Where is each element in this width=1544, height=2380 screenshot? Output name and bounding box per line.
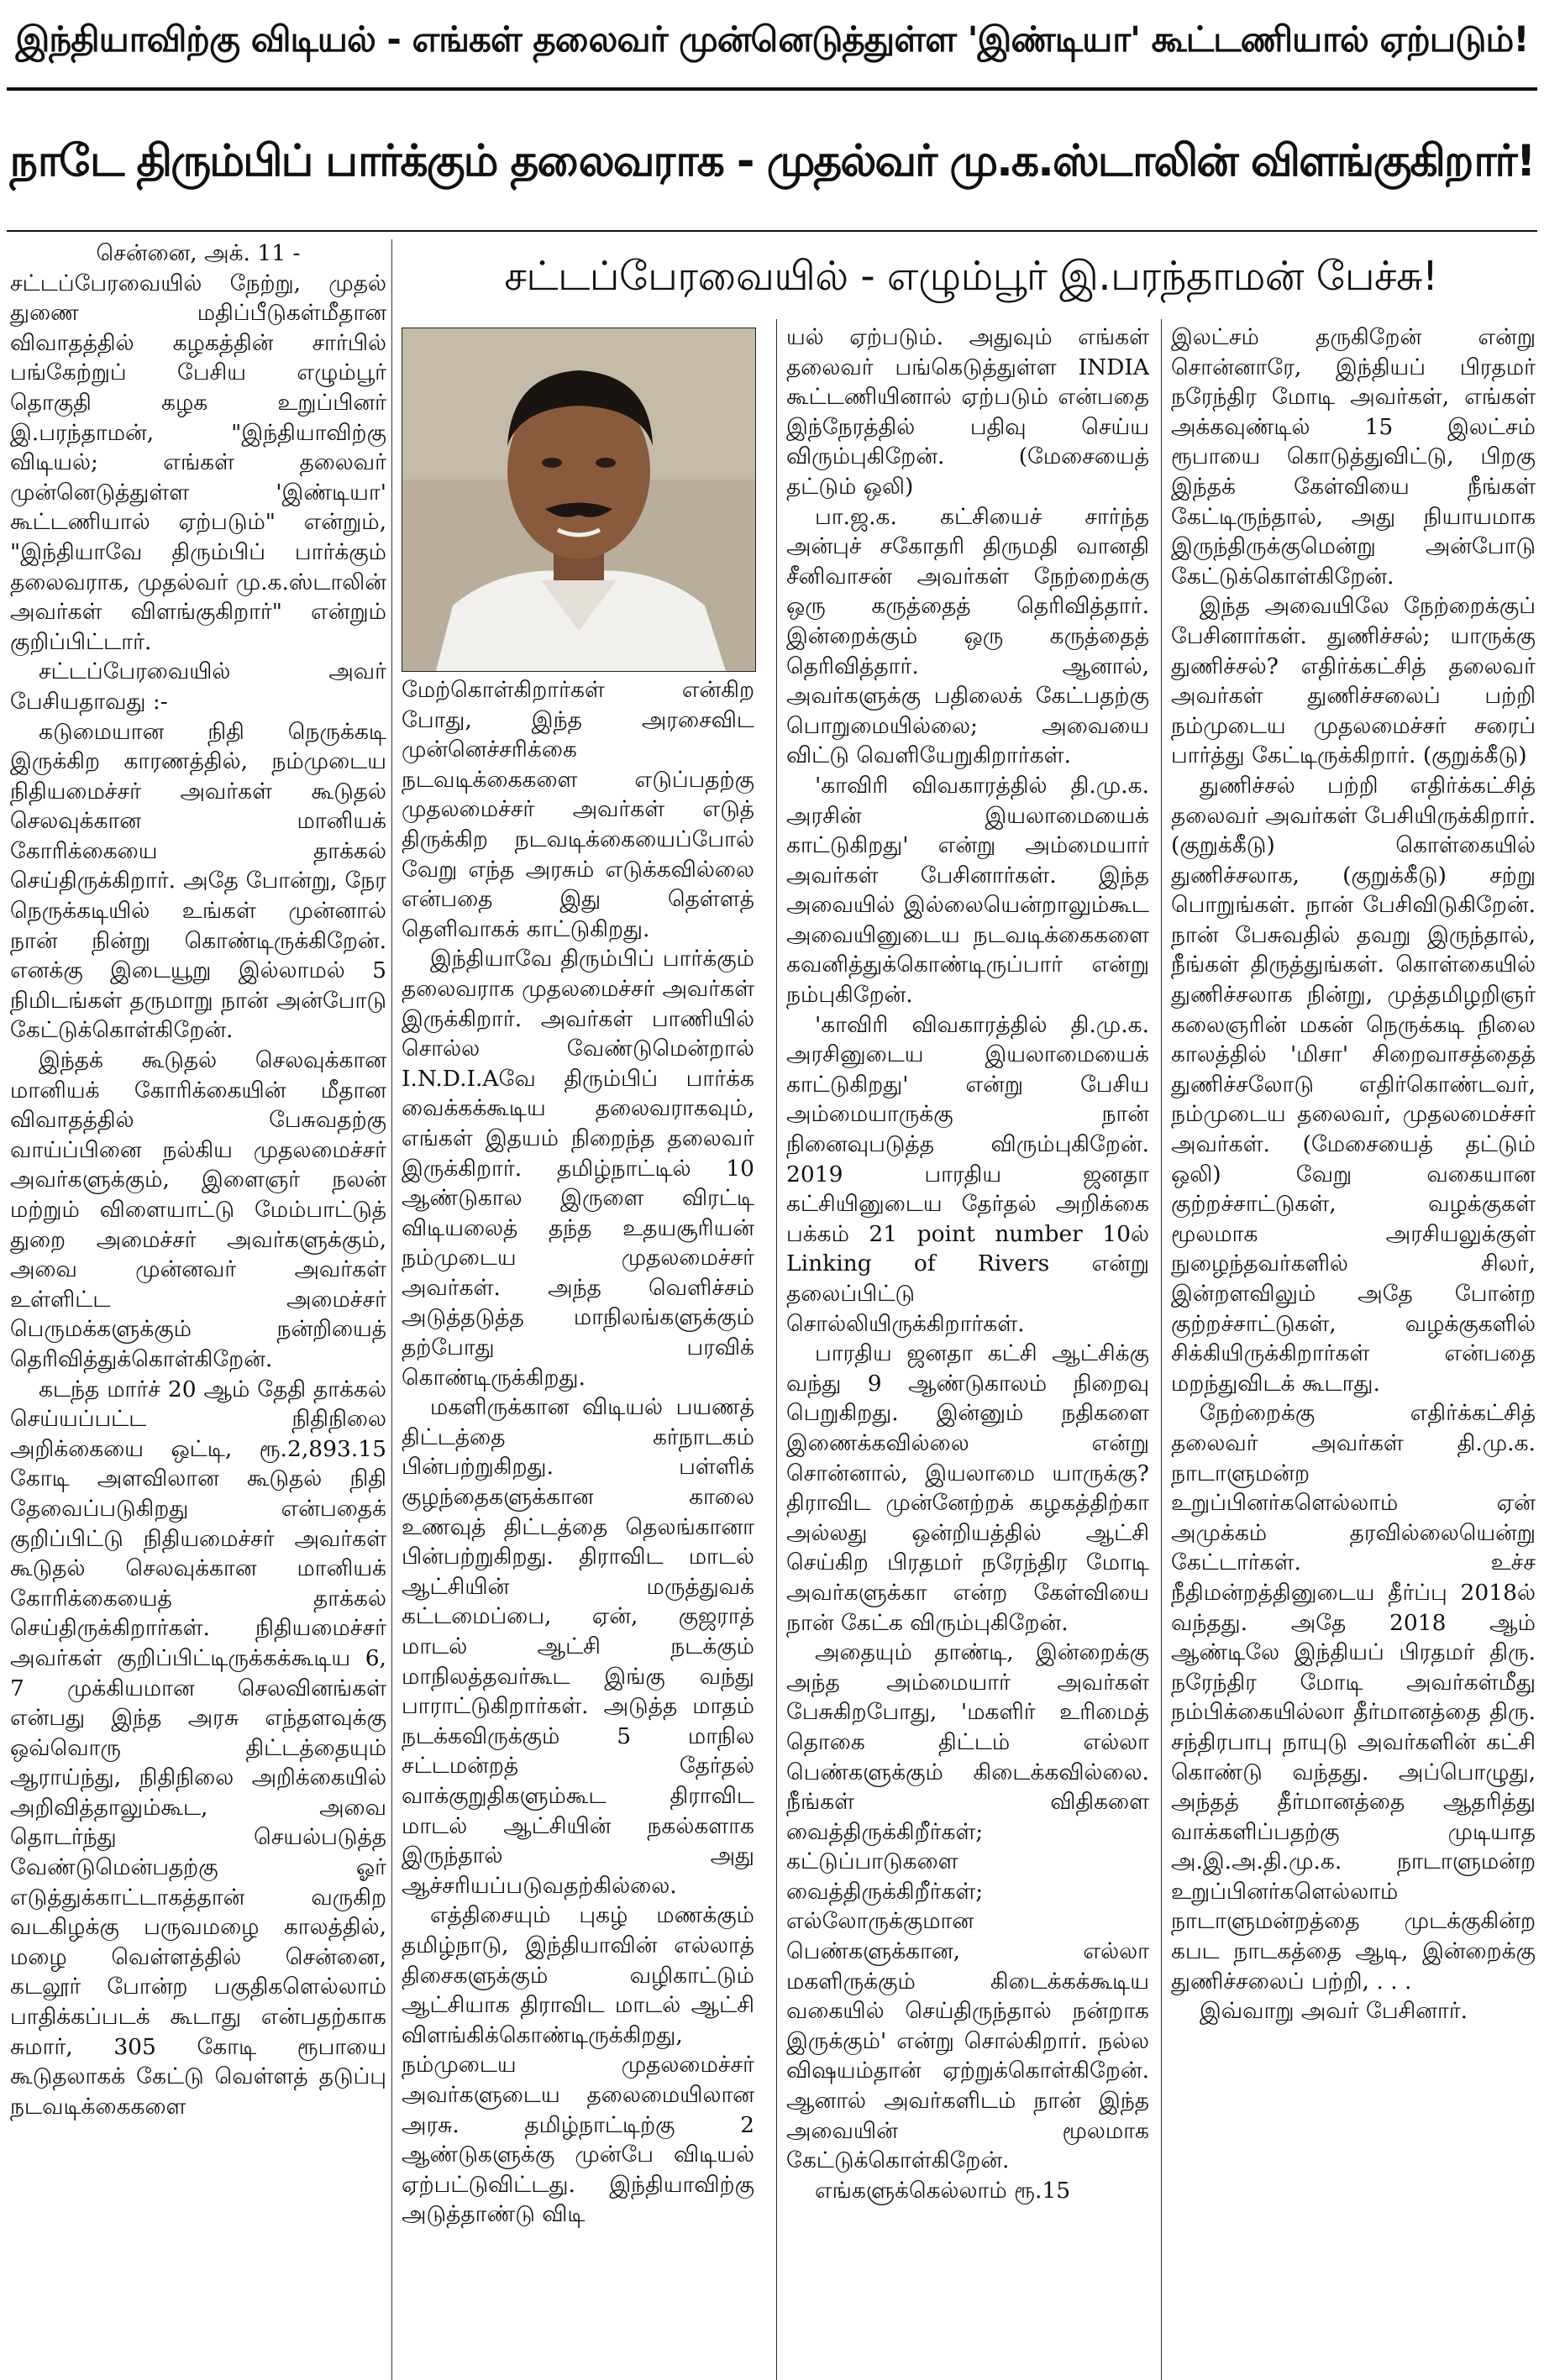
article-paragraph: நேற்றைக்கு எதிர்க்கட்சித் தலைவர் அவர்கள் தி.மு.க. நாடாளுமன்ற உறுப்பினர்களெல்லாம் ஏன் அமுக்கம் தரவில்லையென்று கேட்டார்கள். உச்ச நீதிமன்றத்தினுடைய தீர்ப்பு 2018ல் வந்தது. அதே 2018 ஆம் ஆண்டிலே இந்தியப் பிரதமர் திரு. நரேந்திர மோடி அவர்கள்மீது நம்பிக்கையில்லா தீர்மானத்தை திரு. சந்திரபாபு நாயுடு அவர்களின் கட்சி கொண்டு வந்தது. அப்பொழுது, அந்தத் தீர்மானத்தை ஆதரித்து வாக்களிப்பதற்கு முடியாத அ.இ.அ.தி.மு.க. நாடாளுமன்ற உறுப்பினர்களெல்லாம் நாடாளுமன்றத்தை முடக்குகின்ற கபட நாடகத்தை ஆடி, இன்றைக்கு துணிச்சலைப் பற்றி, . . . — [1171, 1400, 1536, 1995]
headline-top: இந்தியாவிற்கு விடியல் - எங்கள் தலைவர் முன்னெடுத்துள்ள 'இண்டியா' கூட்டணியால் ஏற்படும்! — [15, 18, 1529, 60]
article-paragraph: இலட்சம் தருகிறேன் என்று சொன்னாரே, இந்தியப் பிரதமர் நரேந்திர மோடி அவர்கள், எங்கள் அக்கவுண்டில் 15 இலட்சம் ரூபாயை கொடுத்துவிட்டு, பிறகு இந்தக் கேள்வியை நீங்கள் கேட்டிருந்தால், அது நியாயமாக இருந்திருக்குமென்று அன்போடு கேட்டுக்கொள்கிறேன். — [1171, 324, 1536, 590]
article-paragraph: பாரதிய ஜனதா கட்சி ஆட்சிக்கு வந்து 9 ஆண்டுகாலம் நிறைவு பெறுகிறது. இன்னும் நதிகளை இணைக்கவில்லை என்று சொன்னால், இயலாமை யாருக்கு? திராவிட முன்னேற்றக் கழகத்திற்கா அல்லது ஒன்றியத்தில் ஆட்சி செய்கிற பிரதமர் நரேந்திர மோடி அவர்களுக்கா என்ற கேள்வியை நான் கேட்க விரும்புகிறேன். — [786, 1340, 1149, 1636]
article-paragraph: இந்த அவையிலே நேற்றைக்குப் பேசினார்கள். துணிச்சல்; யாருக்கு துணிச்சல்? எதிர்க்கட்சித் தலைவர் அவர்கள் துணிச்சலைப் பற்றி நம்முடைய முதலமைச்சர் சரைப் பார்த்து கேட்டிருக்கிறார். (குறுக்கீடு) — [1171, 593, 1536, 769]
article-paragraph: கடந்த மார்ச் 20 ஆம் தேதி தாக்கல் செய்யப்பட்ட நிதிநிலை அறிக்கையை ஒட்டி, ரூ.2,893.15 கோடி அளவிலான கூடுதல் நிதி தேவைப்படுகிறது என்பதைக் குறிப்பிட்டு நிதியமைச்சர் அவர்கள் கூடுதல் செலவுக்கான மானியக் கோரிக்கையைத் தாக்கல் செய்திருக்கிறார்கள். நிதியமைச்சர் அவர்கள் குறிப்பிட்டிருக்கக்கூடிய 6, 7 முக்கியமான செலவினங்கள் என்பது இந்த அரசு எந்தளவுக்கு ஒவ்வொரு திட்டத்தையும் ஆராய்ந்து, நிதிநிலை அறிக்கையில் அறிவித்தாலும்கூட, அவை தொடர்ந்து செயல்படுத்த வேண்டுமென்பதற்கு ஓர் எடுத்துக்காட்டாகத்தான் வருகிற வடகிழக்கு பருவமழை காலத்தில், மழை வெள்ளத்தில் சென்னை, கடலூர் போன்ற பகுதிகளெல்லாம் பாதிக்கப்படக் கூடாது என்பதற்காக சுமார், 305 கோடி ரூபாயை கூடுதலாகக் கேட்டு வெள்ளத் தடுப்பு நடவடிக்கைகளை — [10, 1376, 386, 2120]
article-paragraph: எங்களுக்கெல்லாம் ரூ.15 — [815, 2177, 1071, 2204]
headline-divider — [7, 87, 1537, 91]
article-column-4 — [1171, 322, 1536, 2378]
article-paragraph: 'காவிரி விவகாரத்தில் தி.மு.க. அரசினுடைய இயலாமையைக் காட்டுகிறது' என்று பேசிய அம்மையாருக்கு நான் நினைவுபடுத்த விரும்புகிறேன். 2019 பாரதிய ஜனதா கட்சியினுடைய தேர்தல் அறிக்கை பக்கம் 21 point number 10ல் Linking of Rivers என்று தலைப்பிட்டு சொல்லியிருக்கிறார்கள். — [786, 1011, 1149, 1337]
article-paragraph: யல் ஏற்படும். அதுவும் எங்கள் தலைவர் பங்கெடுத்துள்ள INDIA கூட்டணியினால் ஏற்படும் என்பதை இந்நேரத்தில் பதிவு செய்ய விரும்புகிறேன். (மேசையைத் தட்டும் ஒலி) — [786, 324, 1149, 500]
article-paragraph: சட்டப்பேரவையில் அவர் பேசியதாவது :- — [10, 658, 386, 715]
article-paragraph: சட்டப்பேரவையில் நேற்று, முதல் துணை மதிப்பீடுகள்மீதான விவாதத்தில் கழகத்தின் சார்பில் பங்கேற்றுப் பேசிய எழும்பூர் தொகுதி கழக உறுப்பினர் இ.பரந்தாமன், "இந்தியாவிற்கு விடியல்; எங்கள் தலைவர் முன்னெடுத்துள்ள 'இண்டியா' கூட்டணியால் ஏற்படும்" என்றும், "இந்தியாவே திரும்பிப் பார்க்கும் தலைவராக, முதல்வர் மு.க.ஸ்டாலின் அவர்கள் விளங்குகிறார்" என்றும் குறிப்பிட்டார். — [10, 270, 386, 655]
article-column-3 — [786, 322, 1149, 2378]
article-paragraph: எத்திசையும் புகழ் மணக்கும் தமிழ்நாடு, இந்தியாவின் எல்லாத் திசைகளுக்கும் வழிகாட்டும் ஆட்சியாக திராவிட மாடல் ஆட்சி விளங்கிக்கொண்டிருக்கிறது, நம்முடைய முதலமைச்சர் அவர்களுடைய தலைமையிலான அரசு. தமிழ்நாட்டிற்கு 2 ஆண்டுகளுக்கு முன்பே விடியல் ஏற்பட்டுவிட்டது. இந்தியாவிற்கு அடுத்தாண்டு விடி — [402, 1902, 754, 2228]
column-divider — [391, 239, 392, 2380]
column-divider — [776, 319, 777, 2380]
article-paragraph: அதையும் தாண்டி, இன்றைக்கு அந்த அம்மையார் அவர்கள் பேசுகிறபோது, 'மகளிர் உரிமைத் தொகை திட்டம் எல்லா பெண்களுக்கும் கிடைக்கவில்லை. நீங்கள் விதிகளை வைத்திருக்கிறீர்கள்; கட்டுப்பாடுகளை வைத்திருக்கிறீர்கள்; எல்லோருக்குமான பெண்களுக்கான, எல்லா மகளிருக்கும் கிடைக்கக்கூடிய வகையில் செய்திருந்தால் நன்றாக இருக்கும்' என்று சொல்கிறார். நல்ல விஷயம்தான் ஏற்றுக்கொள்கிறேன். ஆனால் அவர்களிடம் நான் இந்த அவையின் மூலமாக கேட்டுக்கொள்கிறேன். — [786, 1639, 1149, 2174]
headline-divider-bottom — [7, 230, 1537, 232]
column-divider — [1161, 319, 1162, 2380]
article-paragraph: 'காவிரி விவகாரத்தில் தி.மு.க. அரசின் இயலாமையைக் காட்டுகிறது' என்று அம்மையார் அவர்கள் பேசினார்கள். இந்த அவையில் இல்லையென்றாலும்கூட அவையினுடைய நடவடிக்கைகளை கவனித்துக்கொண்டிருப்பார் என்று நம்புகிறேன். — [786, 772, 1149, 1009]
dateline: சென்னை, அக். 11 - — [96, 240, 301, 266]
article-paragraph: பா.ஜ.க. கட்சியைச் சார்ந்த அன்புச் சகோதரி திருமதி வானதி சீனிவாசன் அவர்கள் நேற்றைக்கு ஒரு கருத்தைத் தெரிவித்தார். இன்றைக்கும் ஒரு கருத்தைத் தெரிவித்தார். ஆனால், அவர்களுக்கு பதிலைக் கேட்பதற்கு பொறுமையில்லை; அவையை விட்டு வெளியேறுகிறார்கள். — [786, 503, 1149, 769]
article-paragraph: இந்தக் கூடுதல் செலவுக்கான மானியக் கோரிக்கையின் மீதான விவாதத்தில் பேசுவதற்கு வாய்ப்பினை நல்கிய முதலமைச்சர் அவர்களுக்கும், இளைஞர் நலன் மற்றும் விளையாட்டு மேம்பாட்டுத் துறை அமைச்சர் அவர்களுக்கும், அவை முன்னவர் அவர்கள் உள்ளிட்ட அமைச்சர் பெருமக்களுக்கும் நன்றியைத் தெரிவித்துக்கொள்கிறேன். — [10, 1047, 386, 1372]
article-column-2 — [402, 675, 754, 2378]
speaker-photo — [402, 328, 756, 672]
article-paragraph: கடுமையான நிதி நெருக்கடி இருக்கிற காரணத்தில், நம்முடைய நிதியமைச்சர் அவர்கள் கூடுதல் செலவுக்கான மானியக் கோரிக்கையை தாக்கல் செய்திருக்கிறார். அதே போன்று, நேர நெருக்கடியில் உங்கள் முன்னால் நான் நின்று கொண்டிருக்கிறேன். எனக்கு இடையூறு இல்லாமல் 5 நிமிடங்கள் தருமாறு நான் அன்போடு கேட்டுக்கொள்கிறேன். — [10, 718, 386, 1044]
article-column-1 — [10, 239, 386, 2378]
subheadline: சட்டப்பேரவையில் - எழும்பூர் இ.பரந்தாமன் பேச்சு! — [504, 253, 1438, 300]
article-paragraph: இவ்வாறு அவர் பேசினார். — [1200, 1998, 1468, 2025]
article-paragraph: துணிச்சல் பற்றி எதிர்க்கட்சித் தலைவர் அவர்கள் பேசியிருக்கிறார். (குறுக்கீடு) கொள்கையில் துணிச்சலாக, (குறுக்கீடு) சற்று பொறுங்கள். நான் பேசிவிடுகிறேன். நான் பேசுவதில் தவறு இருந்தால், நீங்கள் திருத்துங்கள். கொள்கையில் துணிச்சலாக நின்று, முத்தமிழறிஞர் கலைஞரின் மகன் நெருக்கடி நிலை காலத்தில் 'மிசா' சிறைவாசத்தைத் துணிச்சலோடு எதிர்கொண்டவர், நம்முடைய தலைவர், முதலமைச்சர் அவர்கள். (மேசையைத் தட்டும் ஒலி) வேறு வகையான குற்றச்சாட்டுகள், வழக்குகள் மூலமாக அரசியலுக்குள் நுழைந்தவர்களில் சிலர், இன்றளவிலும் அதே போன்ற குற்றச்சாட்டுகள், வழக்குகளில் சிக்கியிருக்கிறார்கள் என்பதை மறந்துவிடக் கூடாது. — [1171, 772, 1536, 1397]
article-paragraph: இந்தியாவே திரும்பிப் பார்க்கும் தலைவராக முதலமைச்சர் அவர்கள் இருக்கிறார். அவர்கள் பாணியில் சொல்ல வேண்டுமென்றால் I.N.D.I.Aவே திரும்பிப் பார்க்க வைக்கக்கூடிய தலைவராகவும், எங்கள் இதயம் நிறைந்த தலைவர் இருக்கிறார். தமிழ்நாட்டில் 10 ஆண்டுகால இருளை விரட்டி விடியலைத் தந்த உதயசூரியன் நம்முடைய முதலமைச்சர் அவர்கள். அந்த வெளிச்சம் அடுத்தடுத்த மாநிலங்களுக்கும் தற்போது பரவிக் கொண்டிருக்கிறது. — [402, 946, 754, 1391]
article-paragraph: மேற்கொள்கிறார்கள் என்கிற போது, இந்த அரசைவிட முன்னெச்சரிக்கை நடவடிக்கைகளை எடுப்பதற்கு முதலமைச்சர் அவர்கள் எடுத் திருக்கிற நடவடிக்கையைப்போல் வேறு எந்த அரசும் எடுக்கவில்லை என்பதை இது தெள்ளத் தெளிவாகக் காட்டுகிறது. — [402, 677, 754, 942]
headline-main: நாடே திரும்பிப் பார்க்கும் தலைவராக - முதல்வர் மு.க.ஸ்டாலின் விளங்குகிறார்! — [9, 135, 1535, 186]
article-paragraph: மகளிருக்கான விடியல் பயணத் திட்டத்தை கர்நாடகம் பின்பற்றுகிறது. பள்ளிக் குழந்தைகளுக்கான காலை உணவுத் திட்டத்தை தெலங்கானா பின்பற்றுகிறது. திராவிட மாடல் ஆட்சியின் மருத்துவக் கட்டமைப்பை, ஏன், குஜராத் மாடல் ஆட்சி நடக்கும் மாநிலத்தவர்கூட இங்கு வந்து பாராட்டுகிறார்கள். அடுத்த மாதம் நடக்கவிருக்கும் 5 மாநில சட்டமன்றத் தேர்தல் வாக்குறுதிகளும்கூட திராவிட மாடல் ஆட்சியின் நகல்களாக இருந்தால் அது ஆச்சரியப்படுவதற்கில்லை. — [402, 1394, 754, 1899]
